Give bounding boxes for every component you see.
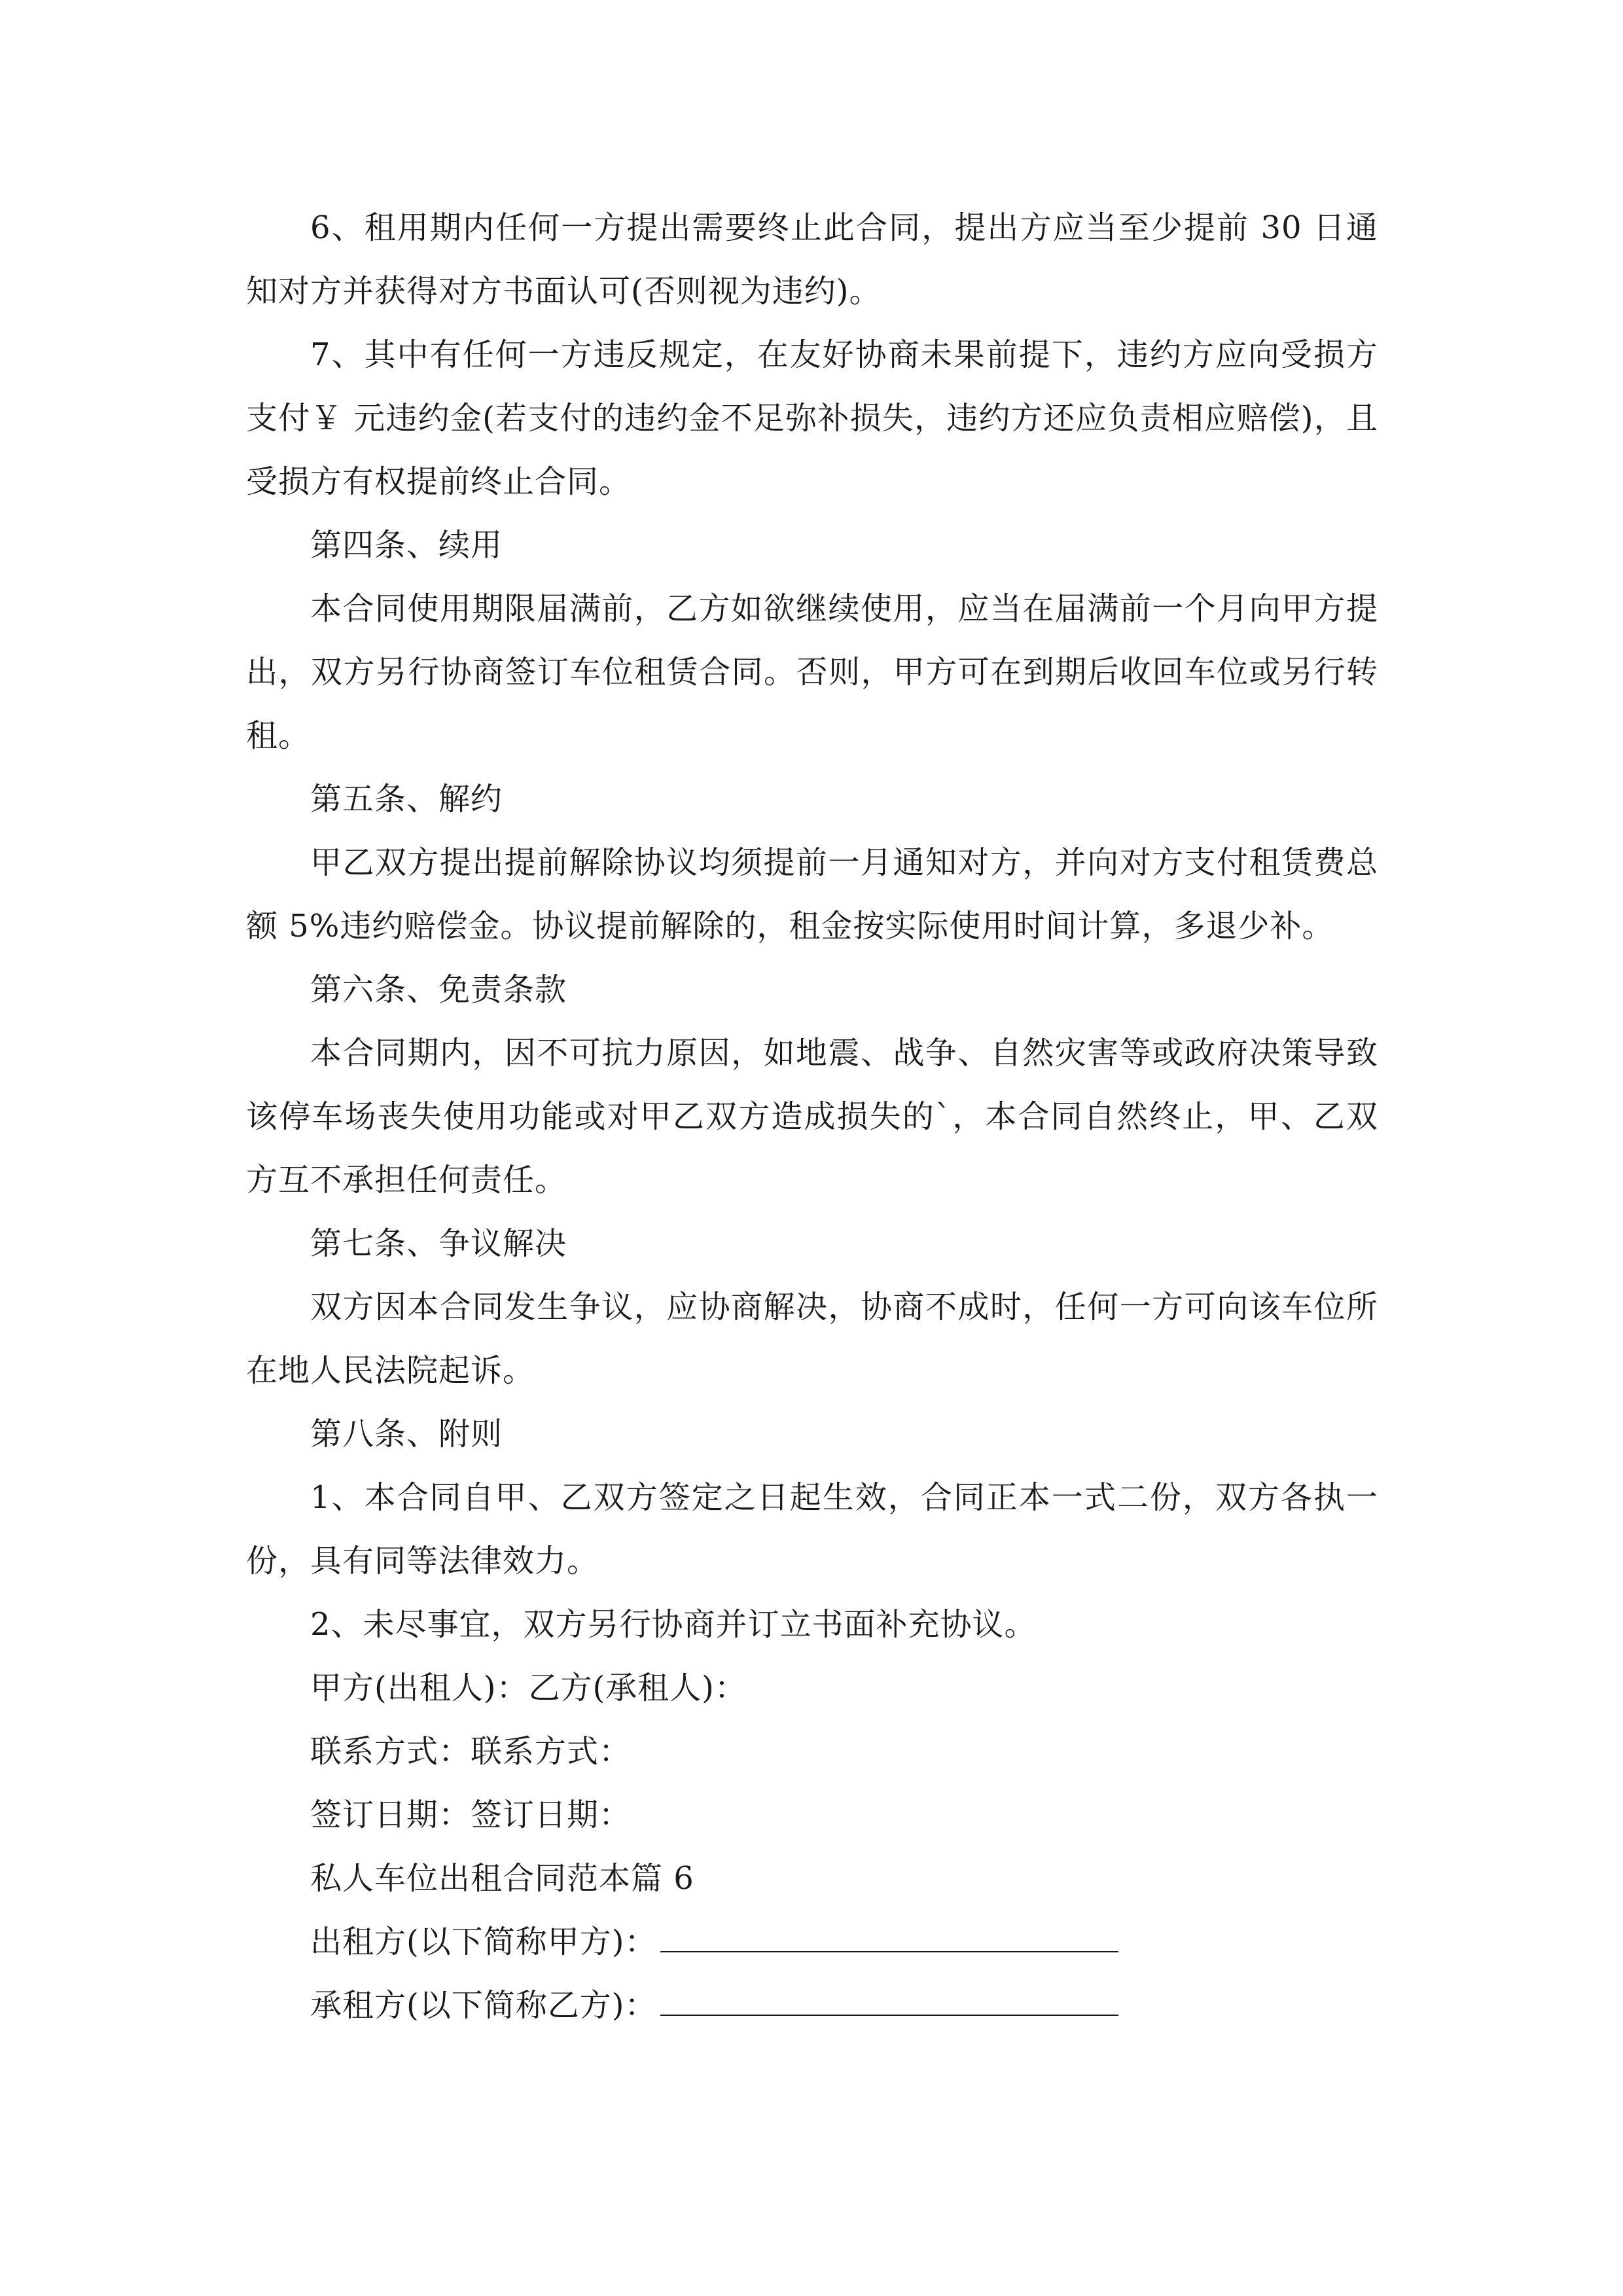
article-8-item-1: 1、本合同自甲、乙双方签定之日起生效，合同正本一式二份，双方各执一份，具有同等法律效力。 (246, 1479, 1378, 1579)
heading-article-7: 第七条、争议解决 (310, 1225, 567, 1262)
next-template-title: 私人车位出租合同范本篇 6 (310, 1860, 694, 1897)
heading-article-5: 第五条、解约 (310, 781, 503, 817)
article-6-text: 本合同期内，因不可抗力原因，如地震、战争、自然灾害等或政府决策导致该停车场丧失使用功能或对甲乙双方造成损失的`，本合同自然终止，甲、乙双方互不承担任何责任。 (246, 1035, 1378, 1198)
signature-date: 签订日期：签订日期： (310, 1797, 632, 1833)
heading-article-4: 第四条、续用 (310, 527, 503, 564)
lessor-line (246, 1910, 1378, 1974)
article-8-item-2: 2、未尽事宜，双方另行协商并订立书面补充协议。 (310, 1606, 1037, 1643)
article-5-text: 甲乙双方提出提前解除协议均须提前一月通知对方，并向对方支付租赁费总额 5%违约赔偿金。协议提前解除的，租金按实际使用时间计算，多退少补。 (246, 844, 1378, 944)
clause-6-termination: 6、租用期内任何一方提出需要终止此合同，提出方应当至少提前 30 日通知对方并获得对方书面认可(否则视为违约)。 (246, 209, 1378, 310)
contract-body (246, 196, 1378, 2037)
lessee-line (246, 1974, 1378, 2037)
lessor-label: 出租方(以下简称甲方)： (310, 1924, 657, 1960)
article-4-text: 本合同使用期限届满前，乙方如欲继续使用，应当在届满前一个月向甲方提出，双方另行协商签订车位租赁合同。否则，甲方可在到期后收回车位或另行转租。 (246, 590, 1378, 754)
lessee-label: 承租方(以下简称乙方)： (310, 1987, 657, 2024)
signature-contact: 联系方式：联系方式： (310, 1733, 632, 1770)
heading-article-8: 第八条、附则 (310, 1416, 503, 1452)
lessor-blank (660, 1917, 1118, 1952)
lessee-blank (660, 1981, 1118, 2016)
article-7-text: 双方因本合同发生争议，应协商解决，协商不成时，任何一方可向该车位所在地人民法院起诉。 (246, 1289, 1378, 1389)
clause-7-breach: 7、其中有任何一方违反规定，在友好协商未果前提下，违约方应向受损方支付￥ 元违约金(若支付的违约金不足弥补损失，违约方还应负责相应赔偿)，且受损方有权提前终止合同。 (246, 336, 1378, 500)
heading-article-6: 第六条、免责条款 (310, 971, 567, 1008)
signature-parties: 甲方(出租人)：乙方(承租人)： (310, 1670, 747, 1706)
